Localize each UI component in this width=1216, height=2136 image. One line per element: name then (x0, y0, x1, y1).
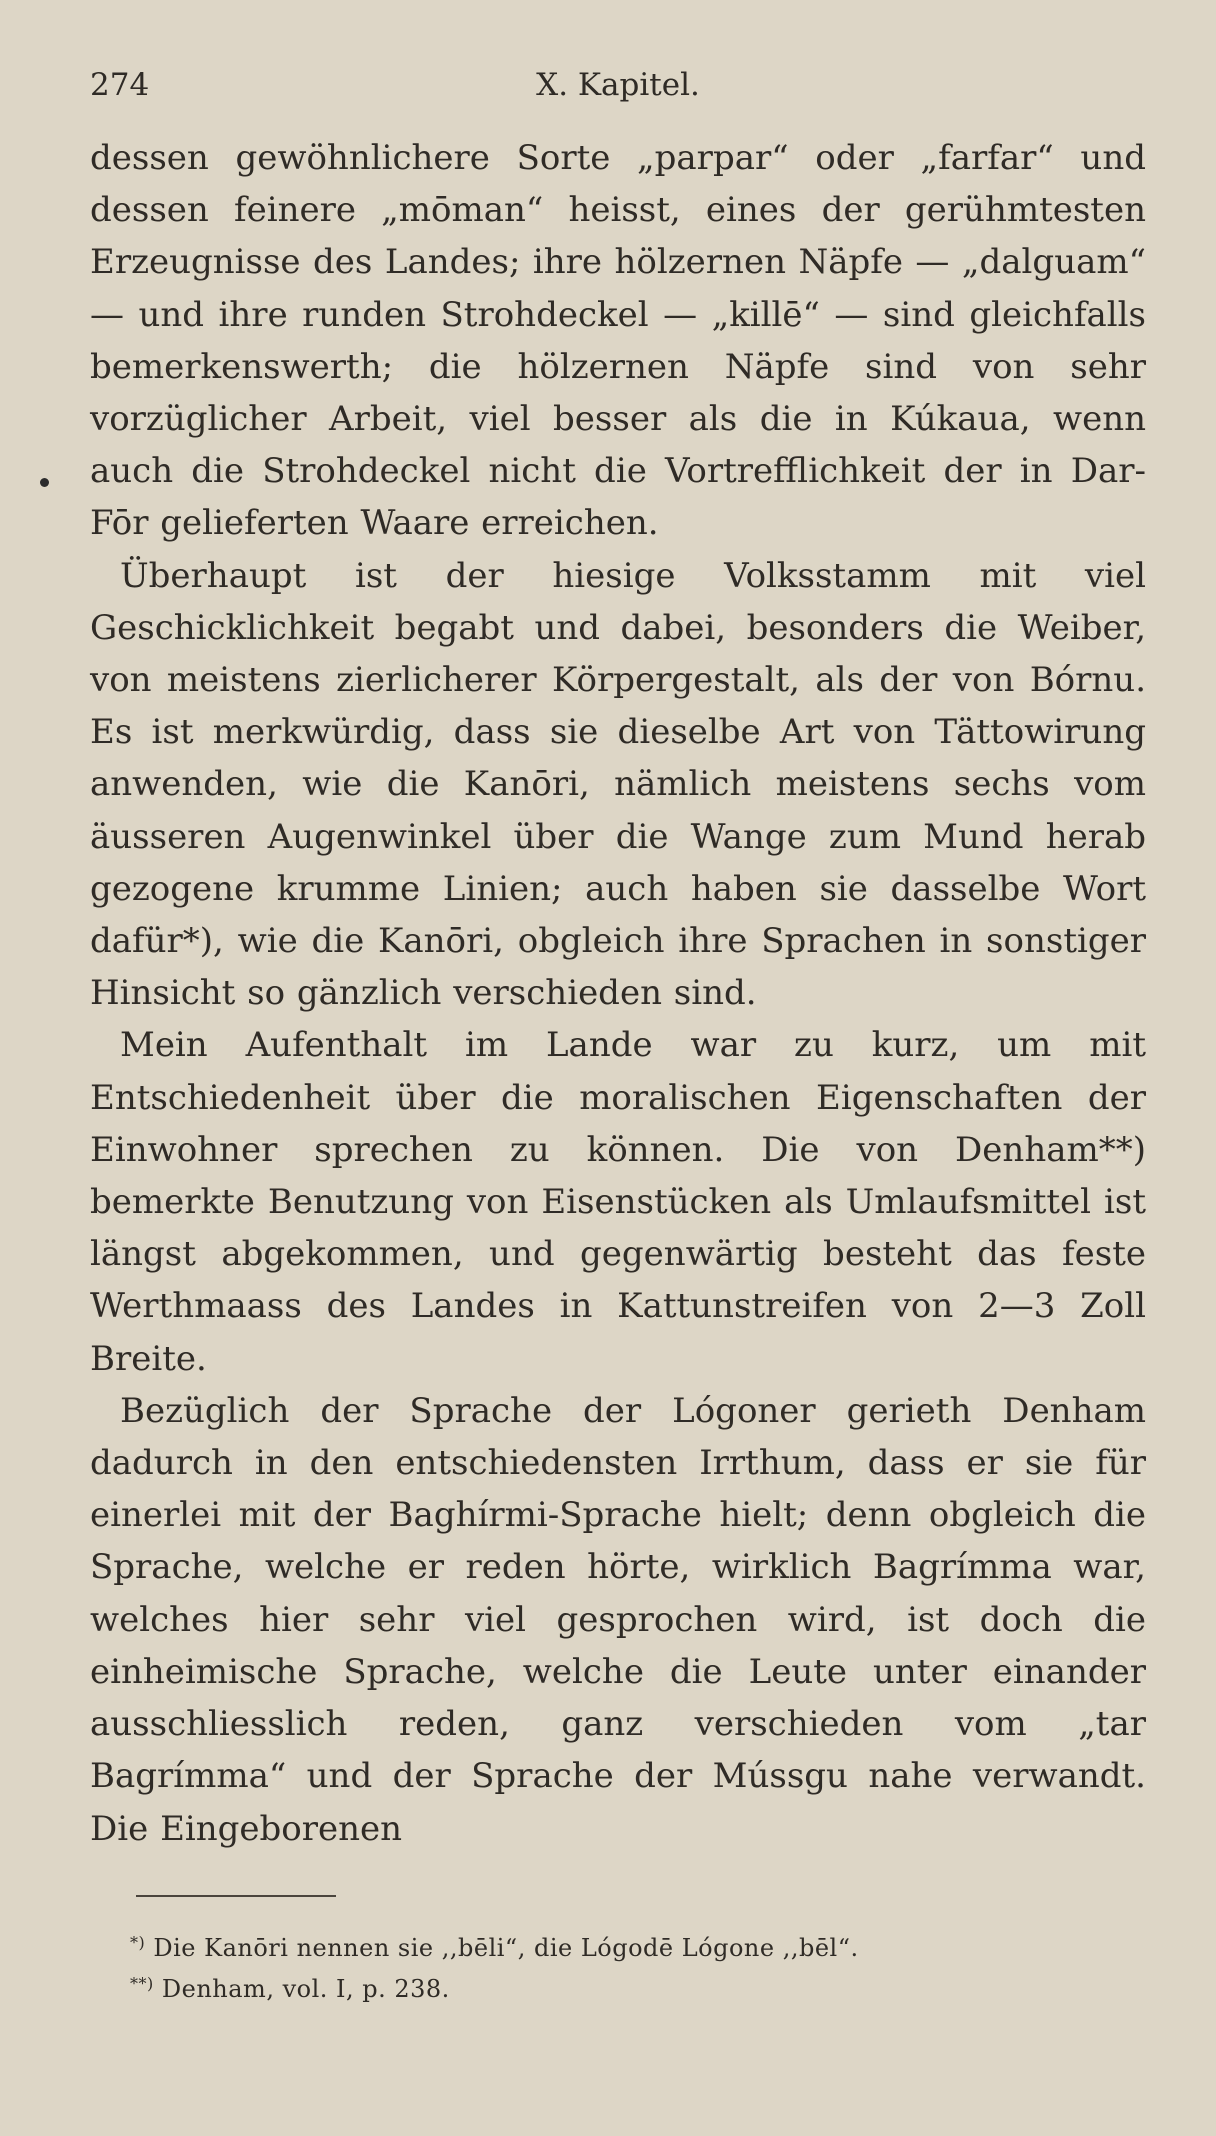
margin-dot-mark (40, 478, 49, 487)
paragraph-1: dessen gewöhnlichere Sorte „parpar“ oder „farfar“ und dessen feinere „mōman“ heisst, eines der gerühmtesten Erzeugnisse des Landes; ihre hölzernen Näpfe — „dalguam“ — und ihre runden Strohdeckel — „killē“ — sind gleichfalls bemerkenswerth; die hölzernen Näpfe sind von sehr vorzüglicher Arbeit, viel besser als die in Kúkaua, wenn auch die Strohdeckel nicht die Vortrefflichkeit der in Dar-Fōr gelieferten Waare erreichen. (90, 138, 1146, 544)
body-text (90, 132, 1146, 1855)
running-title: X. Kapitel. (536, 67, 700, 103)
footnote-1 (130, 1925, 1146, 1966)
footnote-2 (130, 1966, 1146, 2007)
paragraph-4: Bezüglich der Sprache der Lógoner gerieth Denham dadurch in den entschiedensten Irrthum, dass er sie für einerlei mit der Baghírmi-Sprache hielt; denn obgleich die Sprache, welche er reden hörte, wirklich Bagrímma war, welches hier sehr viel gesprochen wird, ist doch die einheimische Sprache, welche die Leute unter einander ausschliesslich reden, ganz verschieden vom „tar Bagrímma“ und der Sprache der Mússgu nahe verwandt. Die Eingeborenen (90, 1390, 1146, 1849)
paragraph-2: Überhaupt ist der hiesige Volksstamm mit viel Geschicklichkeit begabt und dabei, besonders die Weiber, von meistens zierlicherer Körpergestalt, als der von Bórnu. Es ist merkwürdig, dass sie dieselbe Art von Tättowirung anwenden, wie die Kanōri, nämlich meistens sechs vom äusseren Augenwinkel über die Wange zum Mund herab gezogene krumme Linien; auch haben sie dasselbe Wort dafür*), wie die Kanōri, obgleich ihre Sprachen in sonstiger Hinsicht so gänzlich verschieden sind. (90, 555, 1146, 1014)
paragraph-3: Mein Aufenthalt im Lande war zu kurz, um mit Entschiedenheit über die moralischen Eigenschaften der Einwohner sprechen zu können. Die von Denham**) bemerkte Benutzung von Eisenstücken als Umlaufsmittel ist längst abgekommen, und gegenwärtig besteht das feste Werthmaass des Landes in Kattunstreifen von 2—3 Zoll Breite. (90, 1025, 1146, 1379)
footnotes (90, 1925, 1146, 2007)
page-number: 274 (90, 67, 150, 103)
footnote-text: Denham, vol. I, p. 238. (161, 1974, 450, 2003)
footnote-text: Die Kanōri nennen sie ,,bēli“, die Lógodē Lógone ,,bēl“. (153, 1933, 859, 1962)
footnote-marker: **) (130, 1973, 154, 1993)
footnote-marker: *) (130, 1932, 146, 1952)
footnote-separator (136, 1895, 336, 1897)
page-header (90, 60, 1146, 110)
